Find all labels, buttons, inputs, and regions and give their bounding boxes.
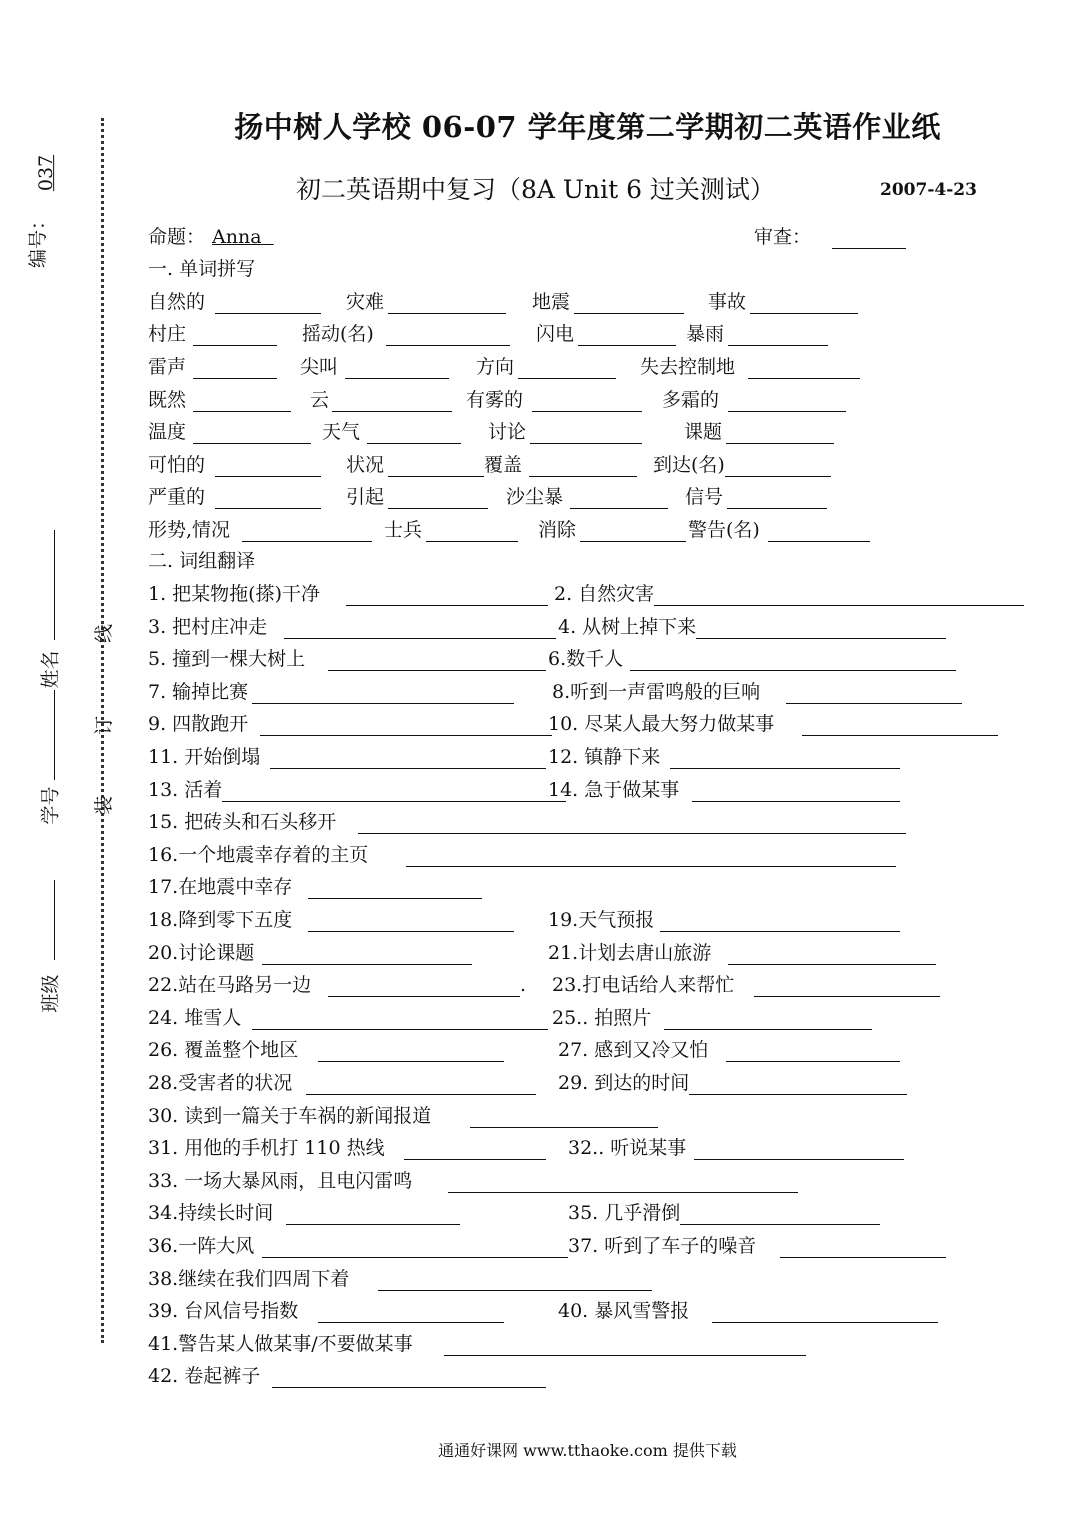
word-item (148, 420, 311, 444)
word-prompt: 讨论 (488, 421, 527, 443)
word-prompt: 课题 (684, 421, 723, 443)
phrase-item (548, 647, 956, 671)
phrase-prompt: 32.. 听说某事 (568, 1137, 687, 1159)
word-item (148, 290, 321, 314)
word-prompt: 事故 (708, 291, 747, 313)
page-subtitle: 初二英语期中复习（8A Unit 6 过关测试） (296, 175, 775, 204)
word-prompt: 灾难 (346, 291, 385, 313)
answer-blank[interactable] (388, 456, 484, 477)
answer-blank[interactable] (470, 1107, 658, 1128)
answer-blank[interactable] (388, 293, 506, 314)
answer-blank[interactable] (388, 488, 488, 509)
answer-blank[interactable] (346, 585, 548, 606)
word-item (685, 485, 827, 509)
answer-blank[interactable] (358, 813, 906, 834)
page-date: 2007-4-23 (880, 180, 977, 200)
word-prompt: 严重的 (148, 486, 206, 508)
answer-blank[interactable] (242, 521, 372, 542)
reviewer-label: 审查： (754, 226, 812, 248)
answer-blank[interactable] (780, 1237, 946, 1258)
student-no-blank (54, 690, 55, 780)
answer-blank[interactable] (578, 325, 676, 346)
phrase-item (148, 1201, 460, 1225)
answer-blank[interactable] (406, 846, 896, 867)
section2-heading: 二. 词组翻译 (148, 550, 256, 572)
word-prompt: 引起 (346, 486, 385, 508)
phrase-item (148, 1104, 658, 1128)
phrase-item (148, 908, 514, 932)
word-item (148, 388, 291, 412)
answer-blank[interactable] (529, 456, 637, 477)
answer-blank[interactable] (712, 1302, 938, 1323)
phrase-item (148, 582, 548, 606)
phrase-item (552, 1006, 872, 1030)
word-prompt: 信号 (685, 486, 724, 508)
answer-blank[interactable] (345, 358, 449, 379)
word-item (300, 355, 449, 379)
word-prompt: 尖叫 (300, 356, 339, 378)
phrase-item (148, 615, 556, 639)
answer-blank[interactable] (386, 325, 510, 346)
word-item (148, 485, 321, 509)
phrase-prompt: 29. 到达的时间 (558, 1072, 690, 1094)
phrase-item (148, 1234, 568, 1258)
answer-blank[interactable] (260, 715, 552, 736)
answer-blank[interactable] (670, 748, 900, 769)
answer-blank[interactable] (689, 1074, 907, 1095)
answer-blank[interactable] (728, 944, 936, 965)
phrase-item (558, 1038, 900, 1062)
phrase-prompt: 10. 尽某人最大努力做某事 (548, 713, 775, 735)
word-item (536, 322, 676, 346)
answer-blank[interactable] (252, 683, 514, 704)
word-prompt: 云 (310, 389, 330, 411)
page-title: 扬中树人学校 06-07 学年度第二学期初二英语作业纸 (234, 110, 941, 144)
class-blank (54, 880, 55, 960)
word-item (148, 518, 372, 542)
phrase-item (548, 778, 900, 802)
word-item (684, 420, 834, 444)
word-prompt: 地震 (532, 291, 571, 313)
answer-blank[interactable] (215, 293, 321, 314)
phrase-item (558, 1299, 938, 1323)
answer-blank[interactable] (193, 423, 311, 444)
answer-blank[interactable] (768, 521, 870, 542)
answer-blank[interactable] (332, 391, 452, 412)
answer-blank[interactable] (215, 488, 321, 509)
reviewer-blank[interactable] (832, 228, 906, 249)
word-item (688, 518, 870, 542)
word-item (346, 453, 484, 477)
answer-blank[interactable] (660, 911, 900, 932)
phrase-item (148, 1038, 504, 1062)
phrase-prompt: 15. 把砖头和石头移开 (148, 811, 337, 833)
answer-blank[interactable] (308, 878, 482, 899)
word-prompt: 天气 (322, 421, 361, 443)
word-prompt: 覆盖 (484, 454, 523, 476)
word-item (653, 453, 831, 477)
phrase-prompt: 7. 输掉比赛 (148, 681, 249, 703)
answer-blank[interactable] (574, 293, 684, 314)
word-item (476, 355, 616, 379)
phrase-prompt: 23.打电话给人来帮忙 (552, 974, 735, 996)
phrase-item (548, 941, 936, 965)
name-label: 姓名 (39, 650, 62, 689)
phrase-prompt: 21.计划去唐山旅游 (548, 942, 712, 964)
phrase-prompt: 34.持续长时间 (148, 1202, 274, 1224)
author-label: 命题： (148, 226, 206, 248)
word-prompt: 摇动(名) (302, 323, 374, 345)
word-prompt: 闪电 (536, 323, 575, 345)
phrase-prompt: 40. 暴风雪警报 (558, 1300, 690, 1322)
answer-blank[interactable] (286, 1204, 460, 1225)
word-item (466, 388, 642, 412)
word-prompt: 到达(名) (653, 454, 725, 476)
phrase-prompt: 37. 听到了车子的噪音 (568, 1235, 757, 1257)
answer-blank[interactable] (378, 1270, 652, 1291)
word-item (538, 518, 686, 542)
phrase-item (148, 1169, 798, 1193)
phrase-item (148, 810, 906, 834)
phrase-prompt: 20.讨论课题 (148, 942, 255, 964)
phrase-item (148, 712, 552, 736)
answer-blank[interactable] (252, 1009, 548, 1030)
phrase-prompt: 14. 急于做某事 (548, 779, 680, 801)
answer-blank[interactable] (786, 683, 962, 704)
word-prompt: 士兵 (384, 519, 423, 541)
phrase-item (568, 1234, 946, 1258)
phrase-item (148, 1332, 806, 1356)
word-prompt: 形势,情况 (148, 519, 231, 541)
word-item (310, 388, 452, 412)
answer-blank[interactable] (580, 521, 686, 542)
word-item (346, 290, 506, 314)
word-item (488, 420, 642, 444)
phrase-prompt: 8.听到一声雷鸣般的巨响 (552, 681, 761, 703)
word-prompt: 警告(名) (688, 519, 760, 541)
answer-blank[interactable] (570, 488, 668, 509)
answer-blank[interactable] (222, 781, 566, 802)
word-item (384, 518, 518, 542)
phrase-prompt: 25.. 拍照片 (552, 1007, 652, 1029)
word-prompt: 消除 (538, 519, 577, 541)
answer-blank[interactable] (680, 1204, 880, 1225)
phrase-prompt: 19.天气预报 (548, 909, 655, 931)
number-label: 编号： (27, 210, 50, 269)
answer-blank[interactable] (654, 585, 1024, 606)
answer-blank[interactable] (530, 423, 642, 444)
binding-ding: 订 (93, 715, 116, 736)
phrase-prompt: 6.数千人 (548, 648, 624, 670)
phrase-prompt: 18.降到零下五度 (148, 909, 293, 931)
answer-blank[interactable] (262, 1237, 568, 1258)
answer-blank[interactable] (426, 521, 518, 542)
phrase-item (148, 1267, 652, 1291)
footer: 通通好课网 www.tthaoke.com 提供下载 (438, 1441, 737, 1460)
answer-blank[interactable] (193, 358, 277, 379)
word-prompt: 暴雨 (686, 323, 725, 345)
phrase-item (148, 843, 896, 867)
word-item (640, 355, 860, 379)
answer-blank[interactable] (727, 488, 827, 509)
answer-blank[interactable] (518, 358, 616, 379)
word-prompt: 可怕的 (148, 454, 206, 476)
answer-blank[interactable] (262, 944, 472, 965)
phrase-prompt: 2. 自然灾害 (554, 583, 655, 605)
answer-blank[interactable] (272, 1367, 546, 1388)
answer-blank[interactable] (728, 325, 828, 346)
answer-blank[interactable] (284, 618, 556, 639)
word-item (708, 290, 858, 314)
student-no-label: 学号 (39, 786, 62, 825)
answer-blank[interactable] (367, 423, 461, 444)
word-item (686, 322, 828, 346)
phrase-item (548, 745, 900, 769)
phrase-prompt: 28.受害者的状况 (148, 1072, 293, 1094)
word-item (532, 290, 684, 314)
phrase-item (554, 582, 1024, 606)
phrase-item (148, 1136, 546, 1160)
word-item (484, 453, 637, 477)
phrase-item (148, 1006, 548, 1030)
word-prompt: 沙尘暴 (506, 486, 564, 508)
word-prompt: 多霜的 (662, 389, 720, 411)
word-item (148, 453, 321, 477)
word-item (148, 322, 277, 346)
word-prompt: 有雾的 (466, 389, 524, 411)
word-prompt: 既然 (148, 389, 187, 411)
answer-blank[interactable] (270, 748, 546, 769)
phrase-prompt: 41.警告某人做某事/不要做某事 (148, 1333, 413, 1355)
answer-blank[interactable] (328, 650, 546, 671)
phrase-item (148, 1299, 504, 1323)
answer-blank[interactable] (750, 293, 858, 314)
word-prompt: 方向 (476, 356, 515, 378)
answer-blank[interactable] (328, 976, 520, 997)
phrase-item (552, 973, 940, 997)
binding-xian: 线 (93, 623, 116, 644)
phrase-prompt: 16.一个地震幸存着的主页 (148, 844, 369, 866)
answer-blank[interactable] (630, 650, 956, 671)
answer-blank[interactable] (728, 391, 846, 412)
trailing-period: . (520, 974, 527, 996)
phrase-item (148, 941, 472, 965)
answer-blank[interactable] (725, 456, 831, 477)
phrase-prompt: 42. 卷起裤子 (148, 1365, 261, 1387)
answer-blank[interactable] (696, 618, 946, 639)
phrase-prompt: 4. 从树上掉下来 (558, 616, 697, 638)
answer-blank[interactable] (215, 456, 321, 477)
phrase-prompt: 30. 读到一篇关于车祸的新闻报道 (148, 1105, 432, 1127)
phrase-item (148, 647, 546, 671)
phrase-item (558, 615, 946, 639)
answer-blank[interactable] (193, 391, 291, 412)
name-blank (54, 530, 55, 640)
phrase-prompt: 27. 感到又冷又怕 (558, 1039, 709, 1061)
word-item (662, 388, 846, 412)
word-item (506, 485, 668, 509)
phrase-prompt: 31. 用他的手机打 110 热线 (148, 1137, 385, 1159)
word-prompt: 自然的 (148, 291, 206, 313)
word-item (302, 322, 510, 346)
phrase-item (148, 973, 526, 997)
answer-blank[interactable] (193, 325, 277, 346)
word-prompt: 温度 (148, 421, 187, 443)
class-label: 班级 (39, 974, 62, 1013)
phrase-prompt: 35. 几乎滑倒 (568, 1202, 681, 1224)
answer-blank[interactable] (748, 358, 860, 379)
word-prompt: 雷声 (148, 356, 187, 378)
answer-blank[interactable] (318, 1041, 504, 1062)
answer-blank[interactable] (404, 1139, 546, 1160)
word-prompt: 状况 (346, 454, 385, 476)
phrase-item (148, 745, 546, 769)
answer-blank[interactable] (754, 976, 940, 997)
answer-blank[interactable] (692, 781, 900, 802)
phrase-prompt: 1. 把某物拖(搽)干净 (148, 583, 320, 605)
binding-zhuang: 装 (93, 795, 116, 816)
phrase-prompt: 17.在地震中幸存 (148, 876, 293, 898)
answer-blank[interactable] (448, 1172, 798, 1193)
answer-blank[interactable] (726, 423, 834, 444)
phrase-item (148, 778, 566, 802)
phrase-prompt: 38.继续在我们四周下着 (148, 1268, 350, 1290)
phrase-item (552, 680, 962, 704)
phrase-prompt: 11. 开始倒塌 (148, 746, 261, 768)
answer-blank[interactable] (444, 1335, 806, 1356)
phrase-prompt: 13. 活着 (148, 779, 223, 801)
word-item (148, 355, 277, 379)
word-item (322, 420, 461, 444)
answer-blank[interactable] (318, 1302, 504, 1323)
phrase-prompt: 22.站在马路另一边 (148, 974, 312, 996)
phrase-prompt: 12. 镇静下来 (548, 746, 661, 768)
phrase-item (558, 1071, 907, 1095)
word-prompt: 失去控制地 (640, 356, 736, 378)
answer-blank[interactable] (308, 911, 514, 932)
phrase-prompt: 3. 把村庄冲走 (148, 616, 268, 638)
phrase-item (148, 1071, 536, 1095)
phrase-prompt: 39. 台风信号指数 (148, 1300, 299, 1322)
phrase-item (148, 1364, 546, 1388)
section1-heading: 一. 单词拼写 (148, 258, 256, 280)
answer-blank[interactable] (664, 1009, 872, 1030)
answer-blank[interactable] (532, 391, 642, 412)
phrase-prompt: 26. 覆盖整个地区 (148, 1039, 299, 1061)
answer-blank[interactable] (306, 1074, 536, 1095)
phrase-prompt: 24. 堆雪人 (148, 1007, 242, 1029)
word-item (346, 485, 488, 509)
number-value: 037 (35, 154, 58, 192)
author-value: Anna (212, 226, 262, 248)
answer-blank[interactable] (802, 715, 998, 736)
answer-blank[interactable] (726, 1041, 900, 1062)
phrase-prompt: 36.一阵大风 (148, 1235, 255, 1257)
phrase-item (548, 908, 900, 932)
phrase-prompt: 33. 一场大暴风雨，且电闪雷鸣 (148, 1170, 413, 1192)
phrase-item (148, 875, 482, 899)
phrase-item (568, 1136, 904, 1160)
phrase-item (548, 712, 998, 736)
phrase-prompt: 9. 四散跑开 (148, 713, 249, 735)
phrase-item (148, 680, 514, 704)
answer-blank[interactable] (694, 1139, 904, 1160)
word-prompt: 村庄 (148, 323, 187, 345)
phrase-item (568, 1201, 880, 1225)
phrase-prompt: 5. 撞到一棵大树上 (148, 648, 306, 670)
